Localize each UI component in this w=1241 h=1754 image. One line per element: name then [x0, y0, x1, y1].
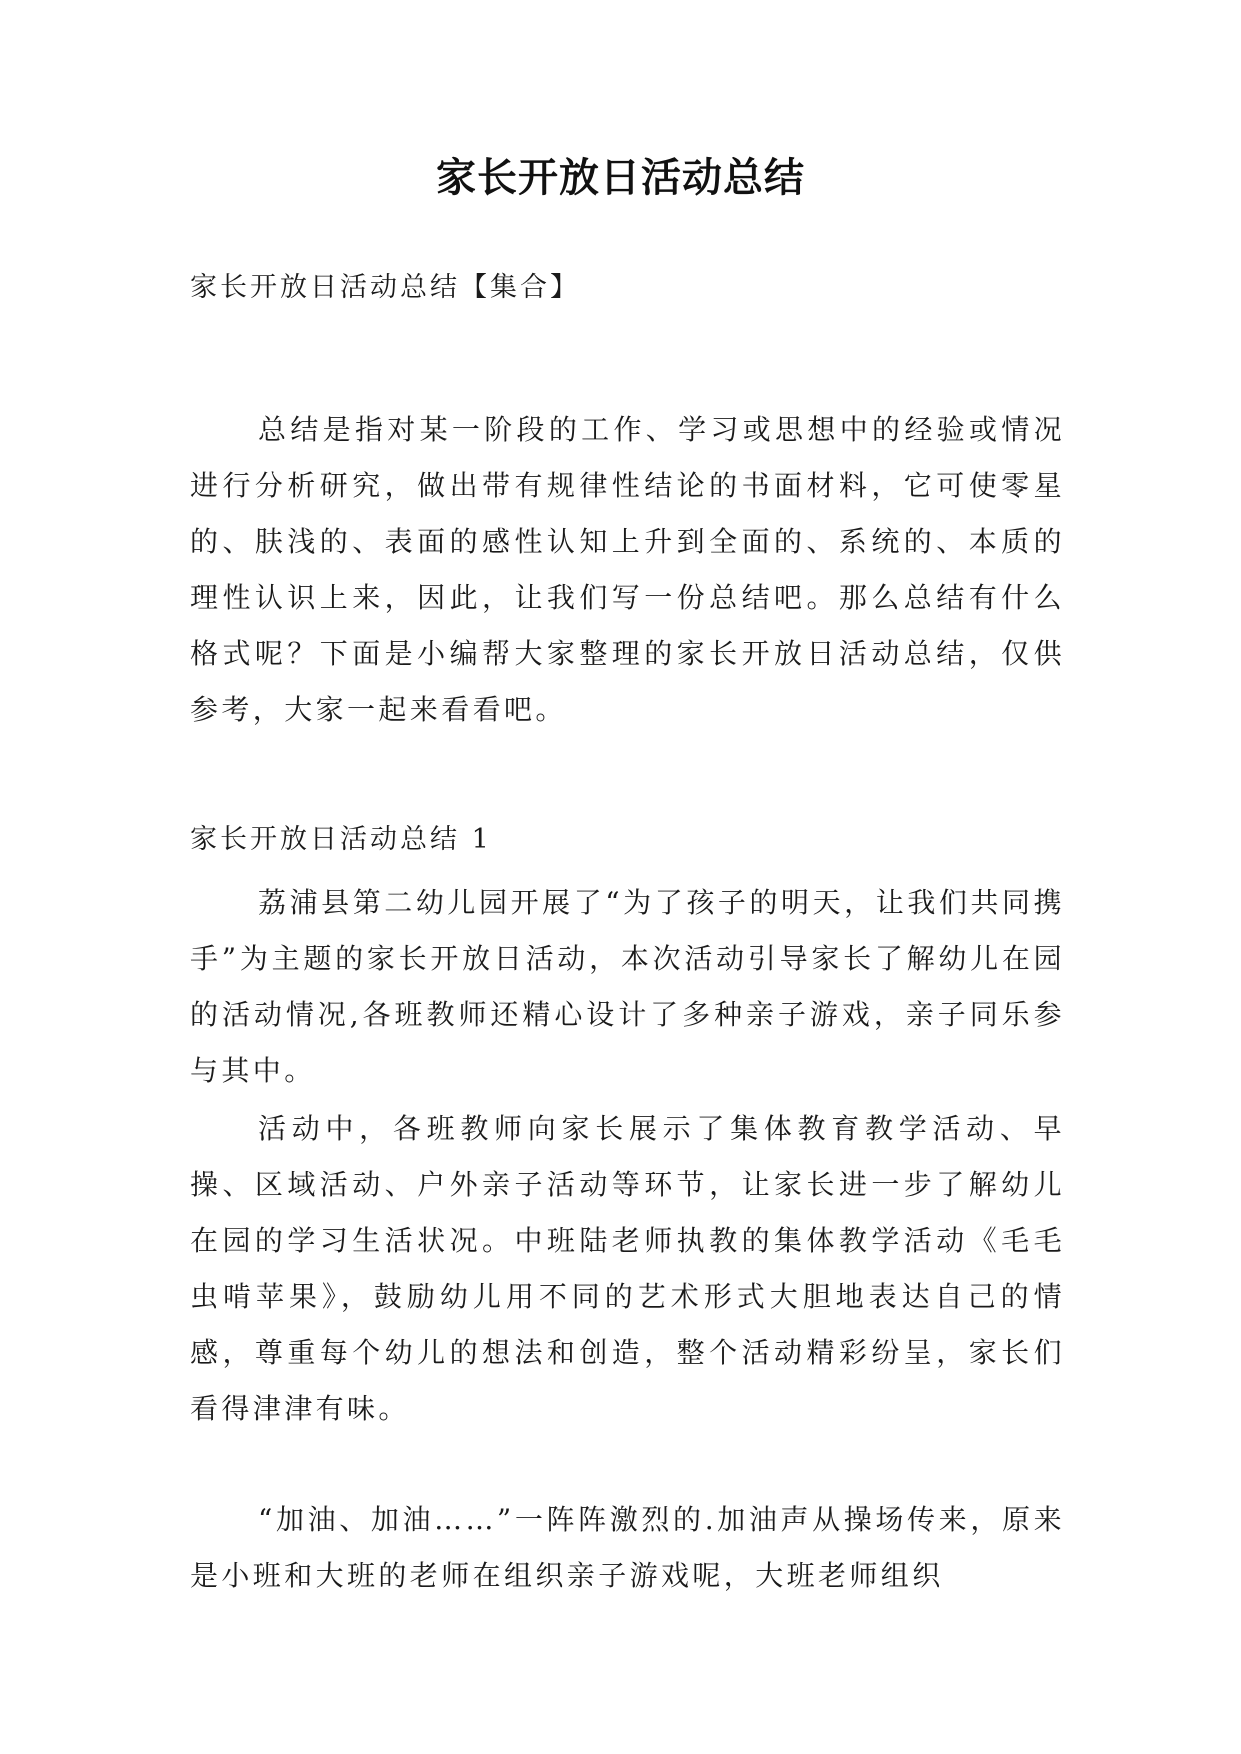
document-title: 家长开放日活动总结	[436, 154, 805, 201]
document-subtitle: 家长开放日活动总结【集合】	[190, 272, 580, 303]
body-paragraph-2: 活动中，各班教师向家长展示了集体教育教学活动、早操、区域活动、户外亲子活动等环节，让家长进一步了解幼儿在园的学习生活状况。中班陆老师执教的集体教学活动《毛毛虫啃苹果》，鼓励幼儿用不同的艺术形式大胆地表达自己的情感，尊重每个幼儿的想法和创造，整个活动精彩纷呈，家长们看得津津有味。	[190, 1112, 1065, 1425]
section-heading: 家长开放日活动总结 1	[190, 824, 492, 855]
intro-paragraph: 总结是指对某一阶段的工作、学习或思想中的经验或情况进行分析研究，做出带有规律性结论的书面材料，它可使零星的、肤浅的、表面的感性认知上升到全面的、系统的、本质的理性认识上来，因此，让我们写一份总结吧。那么总结有什么格式呢？下面是小编帮大家整理的家长开放日活动总结，仅供参考，大家一起来看看吧。	[190, 413, 1065, 726]
body-paragraph-3: “加油、加油……”一阵阵激烈的.加油声从操场传来，原来是小班和大班的老师在组织亲子游戏呢，大班老师组织	[190, 1503, 1065, 1592]
body-paragraph-1: 荔浦县第二幼儿园开展了“为了孩子的明天，让我们共同携手”为主题的家长开放日活动，本次活动引导家长了解幼儿在园的活动情况,各班教师还精心设计了多种亲子游戏，亲子同乐参与其中。	[190, 886, 1065, 1087]
